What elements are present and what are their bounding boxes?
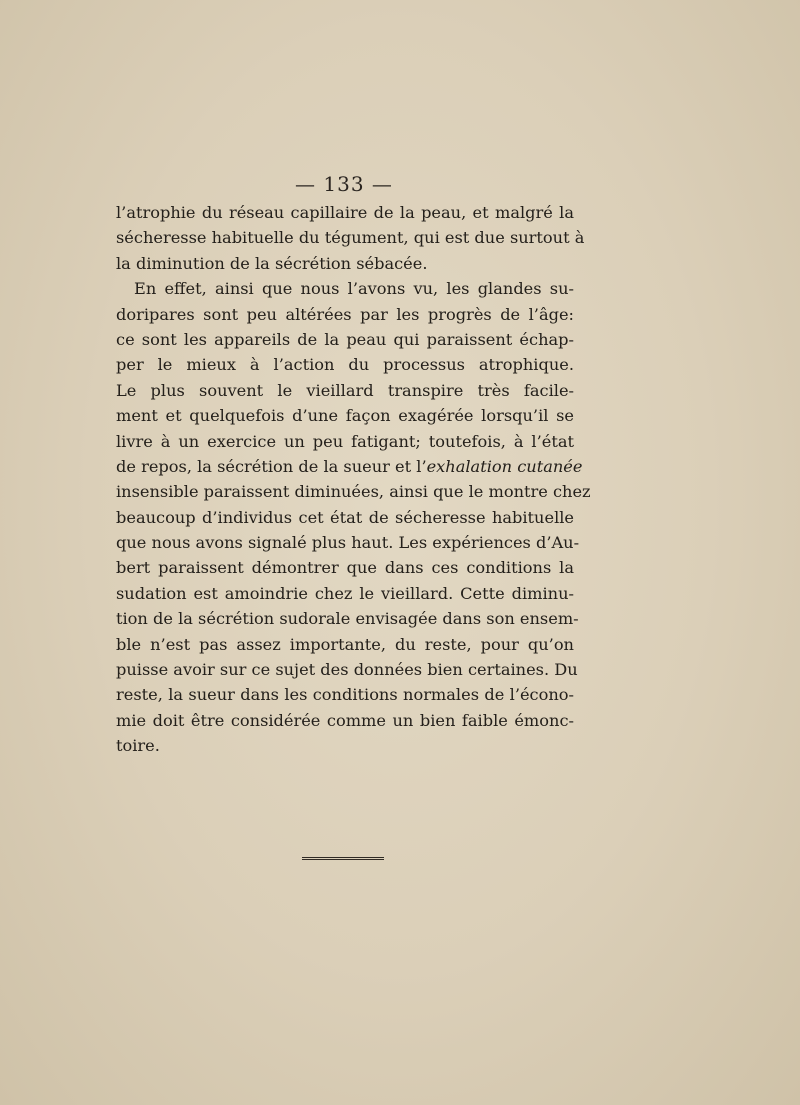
paragraph-first-line: En effet, ainsi que nous l’avons vu, les glandes su- — [134, 279, 574, 299]
text-line: doripares sont peu altérées par les progrès de l’âge: — [116, 304, 574, 324]
text-line: ce sont les appareils de la peau qui paraissent échap- — [116, 329, 574, 349]
text-line: ble n’est pas assez importante, du reste, pour qu’on — [116, 634, 574, 654]
text-line: livre à un exercice un peu fatigant; toutefois, à l’état — [116, 431, 574, 451]
text-line: sudation est amoindrie chez le vieillard. Cette diminu- — [116, 583, 574, 603]
body-text — [116, 200, 591, 759]
text-line: reste, la sueur dans les conditions normales de l’écono- — [116, 685, 574, 705]
text-line: insensible paraissent diminuées, ainsi que le montre chez — [116, 482, 591, 502]
text-line: bert paraissent démontrer que dans ces conditions la — [116, 558, 574, 578]
page-number: — 133 — — [295, 172, 393, 196]
text-line: Le plus souvent le vieillard transpire très facile- — [116, 380, 574, 400]
text-line: sécheresse habituelle du tégument, qui est due surtout à — [116, 228, 585, 248]
text-line: tion de la sécrétion sudorale envisagée dans son ensem- — [116, 609, 579, 629]
end-rule-divider — [302, 857, 384, 860]
text-line-with-italic — [116, 454, 583, 479]
text-line: l’atrophie du réseau capillaire de la peau, et malgré la — [116, 203, 574, 222]
italic-term: exhalation cutanée — [426, 456, 583, 476]
text-line: beaucoup d’individus cet état de sécheresse habituelle — [116, 507, 574, 527]
text-line: puisse avoir sur ce sujet des données bien certaines. Du — [116, 660, 578, 680]
text-fragment: de repos, la sécrétion de la sueur et l’ — [116, 456, 427, 476]
text-line: que nous avons signalé plus haut. Les expériences d’Au- — [116, 533, 580, 553]
text-line: per le mieux à l’action du processus atrophique. — [116, 355, 574, 375]
text-line: mie doit être considérée comme un bien faible émonc- — [116, 710, 574, 730]
text-line: toire. — [116, 736, 160, 756]
text-line: ment et quelquefois d’une façon exagérée lorsqu’il se — [116, 406, 574, 426]
text-line: la diminution de la sécrétion sébacée. — [116, 253, 428, 273]
